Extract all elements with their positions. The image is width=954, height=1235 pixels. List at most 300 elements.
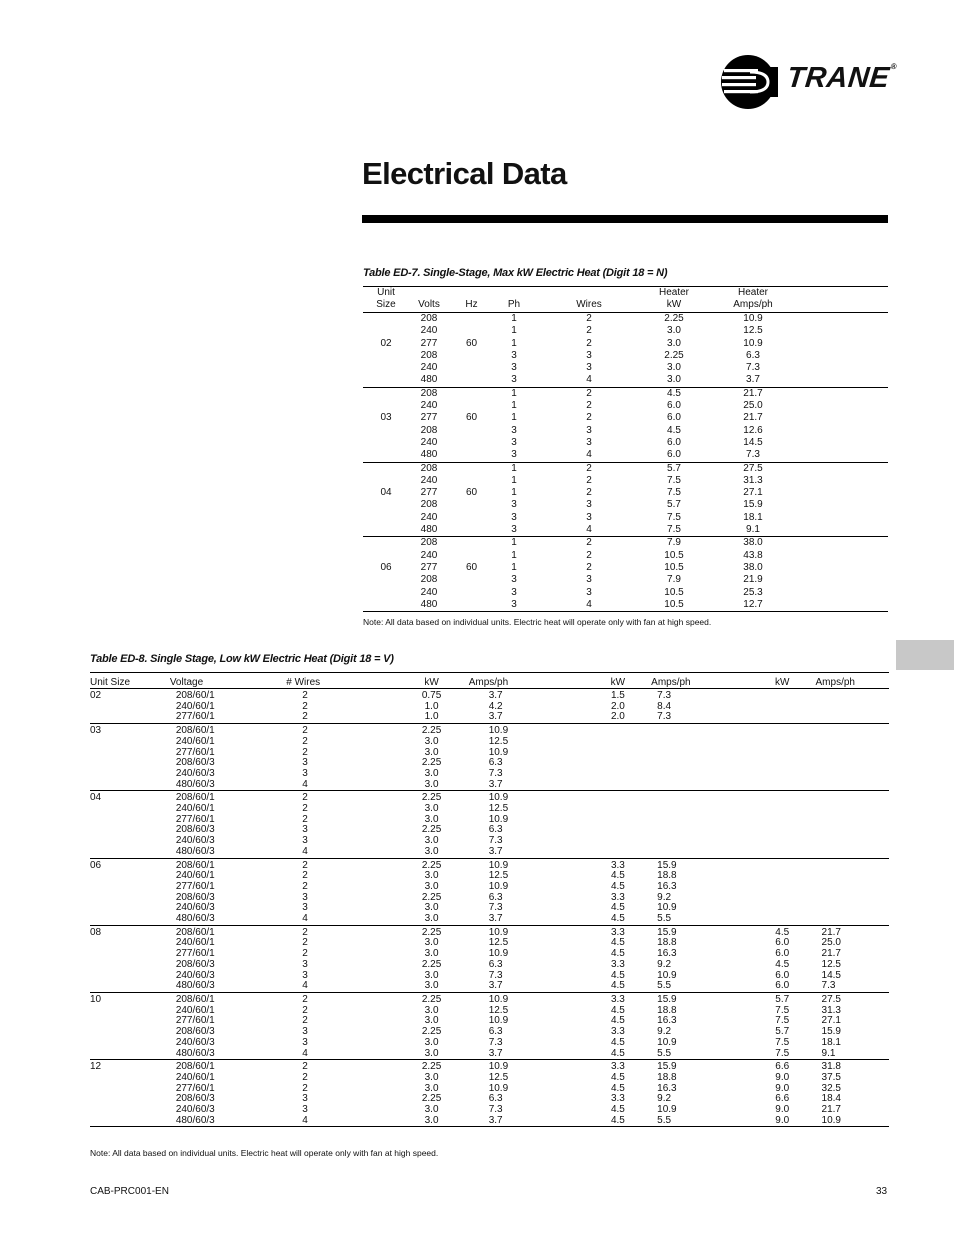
kw-cell: 0.75 xyxy=(421,690,442,701)
hz-cell xyxy=(449,475,494,487)
amps-cell: 14.5 xyxy=(821,969,841,981)
kw-cell: 3.0 xyxy=(424,835,439,847)
wires-cell: 3 xyxy=(302,1093,308,1105)
table-row xyxy=(363,425,888,437)
amps-cell: 5.5 xyxy=(651,1116,749,1127)
table-row xyxy=(363,475,888,487)
amps-cell: 18.8 xyxy=(657,937,677,949)
kw-cell xyxy=(585,804,652,815)
amps-cell: 12.5 xyxy=(488,803,509,815)
voltage-cell: 208/60/3 xyxy=(175,958,215,970)
voltage-cell: 240/60/3 xyxy=(175,835,215,847)
wires-cell: 3 xyxy=(302,757,308,769)
volts-cell: 208 xyxy=(409,387,449,400)
unit-size-cell xyxy=(90,938,170,949)
unit-size-cell xyxy=(90,1006,170,1017)
table-row xyxy=(363,587,888,599)
unit-size-cell xyxy=(90,981,170,992)
wires-cell: 3 xyxy=(302,824,308,836)
kw-cell: 9.0 xyxy=(775,1082,790,1094)
amps-cell: 5.5 xyxy=(651,981,749,992)
hz-cell xyxy=(449,350,494,362)
heater-kw-cell: 7.9 xyxy=(667,574,681,586)
amps-cell xyxy=(816,893,889,904)
heater-amps-cell: 7.3 xyxy=(746,449,760,461)
table-row xyxy=(363,537,888,550)
spacer-cell xyxy=(802,599,888,612)
amps-cell xyxy=(651,737,749,748)
unit-size-cell xyxy=(363,437,409,449)
voltage-cell: 240/60/1 xyxy=(175,735,215,747)
unit-size-cell xyxy=(90,1105,170,1116)
amps-cell: 10.9 xyxy=(488,792,509,804)
amps-cell xyxy=(651,791,749,804)
spacer-cell xyxy=(802,512,888,524)
t7-header-hkw: Heater xyxy=(658,287,689,298)
amps-cell: 37.5 xyxy=(821,1071,841,1083)
spacer-cell xyxy=(802,313,888,326)
spacer-cell xyxy=(802,562,888,574)
brand-wordmark: TRANE® xyxy=(785,62,898,94)
kw-cell: 4.5 xyxy=(610,880,625,892)
wires-cell: 3 xyxy=(586,499,592,511)
volts-cell: 208 xyxy=(420,424,438,436)
t7-header-wires: Wires xyxy=(534,299,644,313)
wires-cell: 4 xyxy=(286,981,394,992)
wires-cell: 2 xyxy=(302,870,308,882)
kw-cell: 3.3 xyxy=(610,958,625,970)
phase-cell: 1 xyxy=(494,387,534,400)
kw-cell: 2.25 xyxy=(421,1061,442,1073)
phase-cell: 1 xyxy=(511,487,517,499)
kw-cell: 3.0 xyxy=(424,880,439,892)
voltage-cell: 480/60/3 xyxy=(170,914,286,925)
kw-cell: 3.0 xyxy=(394,1116,468,1127)
amps-cell: 12.5 xyxy=(488,735,509,747)
t8-header-amps-1: Amps/ph xyxy=(469,673,585,689)
kw-cell: 6.0 xyxy=(775,969,790,981)
amps-cell: 16.3 xyxy=(657,1082,677,1094)
wires-cell: 2 xyxy=(302,792,308,804)
heater-amps-cell: 25.0 xyxy=(743,400,763,412)
heater-amps-cell: 10.9 xyxy=(743,313,763,324)
amps-cell: 6.3 xyxy=(488,958,503,970)
kw-cell: 3.3 xyxy=(610,859,625,871)
trane-circle-icon xyxy=(720,54,778,110)
voltage-cell: 240/60/3 xyxy=(175,1036,215,1048)
table8-note: Note: All data based on individual units. Electric heat will operate only with fan at high speed. xyxy=(90,1148,439,1158)
amps-cell: 7.3 xyxy=(488,969,503,981)
kw-cell xyxy=(749,882,816,893)
kw-cell xyxy=(585,791,652,804)
wires-cell: 3 xyxy=(302,902,308,914)
kw-cell: 6.6 xyxy=(775,1061,790,1073)
amps-cell: 5.5 xyxy=(651,914,749,925)
amps-cell: 3.7 xyxy=(488,690,503,701)
kw-cell xyxy=(749,847,816,858)
phase-cell: 3 xyxy=(511,349,517,361)
phase-cell: 1 xyxy=(511,313,517,324)
amps-cell: 3.7 xyxy=(469,1116,585,1127)
table-row xyxy=(363,437,888,449)
kw-cell: 1.0 xyxy=(394,712,468,723)
heater-amps-cell: 10.9 xyxy=(743,337,763,349)
hz-cell xyxy=(449,524,494,537)
table-row xyxy=(90,1038,889,1049)
amps-cell: 21.7 xyxy=(821,1104,841,1116)
amps-cell: 10.9 xyxy=(488,1015,509,1027)
amps-cell: 12.5 xyxy=(821,958,841,970)
volts-cell: 208 xyxy=(420,349,438,361)
t8-header-kw-1: kW xyxy=(394,673,468,689)
kw-cell: 3.0 xyxy=(424,948,439,960)
phase-cell: 3 xyxy=(511,449,517,461)
wires-cell: 2 xyxy=(586,400,592,412)
heater-kw-cell: 3.0 xyxy=(667,337,681,349)
unit-size-cell xyxy=(363,462,409,475)
heater-kw-cell: 3.0 xyxy=(667,374,681,386)
unit-size-cell xyxy=(90,1038,170,1049)
wires-cell: 2 xyxy=(302,1004,308,1016)
footer-doc-id: CAB-PRC001-EN xyxy=(90,1186,169,1197)
amps-cell xyxy=(816,882,889,893)
unit-size-cell xyxy=(363,400,409,412)
unit-size-cell xyxy=(90,748,170,759)
kw-cell: 2.25 xyxy=(421,1093,442,1105)
volts-cell: 240 xyxy=(420,511,438,523)
amps-cell: 10.9 xyxy=(816,1116,889,1127)
unit-size-cell xyxy=(90,836,170,847)
kw-cell: 4.5 xyxy=(610,1004,625,1016)
phase-cell: 3 xyxy=(511,362,517,374)
kw-cell xyxy=(749,893,816,904)
heater-kw-cell: 6.0 xyxy=(667,436,681,448)
amps-cell: 27.5 xyxy=(821,993,841,1005)
hz-cell: 60 xyxy=(465,337,478,349)
amps-cell xyxy=(651,815,749,826)
wires-cell: 3 xyxy=(586,362,592,374)
phase-cell: 1 xyxy=(511,549,517,561)
amps-cell: 21.7 xyxy=(821,926,841,938)
amps-cell xyxy=(816,847,889,858)
table-row xyxy=(363,574,888,586)
wires-cell: 2 xyxy=(586,337,592,349)
table-row xyxy=(90,1116,889,1127)
phase-cell: 3 xyxy=(511,374,517,386)
volts-cell: 208 xyxy=(420,313,438,324)
volts-cell: 240 xyxy=(420,474,438,486)
wires-cell: 2 xyxy=(302,859,308,871)
wires-cell: 3 xyxy=(302,1026,308,1038)
table-row xyxy=(363,599,888,612)
amps-cell: 6.3 xyxy=(488,757,503,769)
table-row xyxy=(90,914,889,925)
wires-cell: 2 xyxy=(302,813,308,825)
unit-size-cell xyxy=(363,499,409,511)
unit-size-cell xyxy=(90,1094,170,1105)
table8 xyxy=(90,672,889,1127)
volts-cell: 208 xyxy=(409,462,449,475)
kw-cell: 4.5 xyxy=(610,902,625,914)
unit-size-cell xyxy=(90,1084,170,1095)
table-row xyxy=(363,550,888,562)
heater-amps-cell: 15.9 xyxy=(743,499,763,511)
amps-cell: 8.4 xyxy=(657,700,672,712)
kw-cell: 3.3 xyxy=(610,1061,625,1073)
amps-cell: 3.7 xyxy=(469,1049,585,1060)
kw-cell: 3.0 xyxy=(424,813,439,825)
wires-cell: 4 xyxy=(586,374,592,386)
voltage-cell: 277/60/1 xyxy=(175,880,215,892)
volts-cell: 208 xyxy=(420,574,438,586)
amps-cell: 15.9 xyxy=(657,993,677,1005)
kw-cell: 3.0 xyxy=(424,735,439,747)
amps-cell: 12.5 xyxy=(488,870,509,882)
spacer-cell xyxy=(802,524,888,537)
volts-cell: 480 xyxy=(420,524,438,536)
amps-cell xyxy=(816,914,889,925)
kw-cell: 3.0 xyxy=(424,1071,439,1083)
amps-cell: 27.1 xyxy=(821,1015,841,1027)
hz-cell xyxy=(449,313,494,326)
kw-cell: 3.0 xyxy=(394,847,468,858)
kw-cell xyxy=(585,769,652,780)
kw-cell: 9.0 xyxy=(749,1116,816,1127)
wires-cell: 4 xyxy=(586,524,592,536)
kw-cell xyxy=(585,836,652,847)
amps-cell: 3.7 xyxy=(469,914,585,925)
amps-cell: 7.3 xyxy=(816,981,889,992)
table-row xyxy=(363,449,888,462)
wires-cell: 2 xyxy=(586,412,592,424)
t7-header-kw: kW xyxy=(644,299,704,313)
volts-cell: 240 xyxy=(420,436,438,448)
amps-cell xyxy=(816,791,889,804)
heater-amps-cell: 14.5 xyxy=(743,436,763,448)
kw-cell xyxy=(749,858,816,871)
kw-cell xyxy=(585,815,652,826)
amps-cell xyxy=(816,769,889,780)
unit-size-cell xyxy=(90,737,170,748)
unit-size-cell xyxy=(363,374,409,387)
amps-cell: 10.9 xyxy=(657,1036,677,1048)
wires-cell: 2 xyxy=(302,1071,308,1083)
unit-size-cell xyxy=(90,893,170,904)
unit-size-cell xyxy=(363,574,409,586)
kw-cell: 4.5 xyxy=(610,1104,625,1116)
table-row xyxy=(363,387,888,400)
unit-size-cell: 03 xyxy=(90,725,102,737)
kw-cell: 5.7 xyxy=(775,1026,790,1038)
voltage-cell: 208/60/3 xyxy=(175,891,215,903)
amps-cell: 12.5 xyxy=(488,937,509,949)
unit-size-cell: 08 xyxy=(90,926,102,938)
heater-kw-cell: 5.7 xyxy=(644,462,704,475)
amps-cell: 10.9 xyxy=(657,969,677,981)
amps-cell xyxy=(816,737,889,748)
t8-header-voltage: Voltage xyxy=(170,673,286,689)
wires-cell: 3 xyxy=(302,969,308,981)
table-row xyxy=(363,512,888,524)
unit-size-cell xyxy=(363,325,409,337)
kw-cell xyxy=(585,847,652,858)
wires-cell: 3 xyxy=(586,349,592,361)
wires-cell: 2 xyxy=(286,712,394,723)
heater-kw-cell: 4.5 xyxy=(667,424,681,436)
kw-cell: 3.3 xyxy=(610,1026,625,1038)
wires-cell: 3 xyxy=(302,1104,308,1116)
wires-cell: 2 xyxy=(302,700,308,712)
voltage-cell: 208/60/1 xyxy=(175,792,215,804)
spacer-cell xyxy=(802,325,888,337)
kw-cell: 3.0 xyxy=(394,1049,468,1060)
kw-cell: 4.5 xyxy=(585,981,652,992)
t7-header-ampsph: Amps/ph xyxy=(704,299,802,313)
phase-cell: 3 xyxy=(511,424,517,436)
heater-kw-cell: 5.7 xyxy=(667,499,681,511)
phase-cell: 1 xyxy=(511,400,517,412)
heater-kw-cell: 6.0 xyxy=(667,400,681,412)
volts-cell: 240 xyxy=(420,549,438,561)
amps-cell xyxy=(816,815,889,826)
table-row xyxy=(90,960,889,971)
amps-cell: 10.9 xyxy=(488,926,509,938)
wires-cell: 2 xyxy=(302,746,308,758)
hz-cell xyxy=(449,599,494,612)
amps-cell: 31.3 xyxy=(821,1004,841,1016)
kw-cell: 3.0 xyxy=(394,780,468,791)
spacer-cell xyxy=(802,449,888,462)
wires-cell: 2 xyxy=(302,926,308,938)
amps-cell xyxy=(816,748,889,759)
amps-cell: 18.1 xyxy=(821,1036,841,1048)
spacer-cell xyxy=(802,487,888,499)
kw-cell: 6.0 xyxy=(775,948,790,960)
voltage-cell: 277/60/1 xyxy=(175,746,215,758)
phase-cell: 1 xyxy=(511,325,517,337)
unit-size-cell: 03 xyxy=(380,412,392,424)
kw-cell xyxy=(749,758,816,769)
hz-cell xyxy=(449,325,494,337)
wires-cell: 3 xyxy=(302,891,308,903)
heater-kw-cell: 10.5 xyxy=(664,549,684,561)
amps-cell: 3.7 xyxy=(469,780,585,791)
hz-cell xyxy=(449,512,494,524)
voltage-cell: 208/60/3 xyxy=(175,1093,215,1105)
amps-cell: 10.9 xyxy=(657,1104,677,1116)
t8-header-amps-2: Amps/ph xyxy=(651,673,749,689)
volts-cell: 208 xyxy=(409,537,449,550)
kw-cell: 3.0 xyxy=(424,1082,439,1094)
wires-cell: 2 xyxy=(534,387,644,400)
wires-cell: 2 xyxy=(586,474,592,486)
kw-cell: 2.0 xyxy=(585,712,652,723)
kw-cell: 4.5 xyxy=(775,926,790,938)
t7-header-amps: Heater xyxy=(737,287,768,298)
amps-cell: 7.3 xyxy=(488,767,503,779)
kw-cell xyxy=(749,903,816,914)
kw-cell: 3.3 xyxy=(610,1093,625,1105)
unit-size-cell xyxy=(90,1016,170,1027)
unit-size-cell xyxy=(90,1116,170,1127)
title-rule xyxy=(362,215,888,223)
amps-cell xyxy=(651,724,749,737)
voltage-cell: 240/60/3 xyxy=(175,902,215,914)
kw-cell: 3.0 xyxy=(424,1015,439,1027)
unit-size-cell xyxy=(363,387,409,400)
amps-cell xyxy=(651,748,749,759)
unit-size-cell xyxy=(90,1049,170,1060)
kw-cell: 3.0 xyxy=(394,914,468,925)
unit-size-cell xyxy=(90,712,170,723)
heater-kw-cell: 6.0 xyxy=(667,449,681,461)
amps-cell: 16.3 xyxy=(657,948,677,960)
kw-cell xyxy=(585,780,652,791)
amps-cell: 7.3 xyxy=(488,1104,503,1116)
amps-cell: 7.3 xyxy=(657,690,672,701)
wires-cell: 4 xyxy=(286,914,394,925)
kw-cell xyxy=(749,702,816,713)
kw-cell xyxy=(585,825,652,836)
wires-cell: 4 xyxy=(586,449,592,461)
unit-size-cell: 12 xyxy=(90,1061,102,1073)
kw-cell: 3.0 xyxy=(424,767,439,779)
t8-header-amps-3: Amps/ph xyxy=(816,673,889,689)
kw-cell: 6.6 xyxy=(775,1093,790,1105)
kw-cell: 2.25 xyxy=(421,792,442,804)
unit-size-cell xyxy=(90,871,170,882)
amps-cell: 7.3 xyxy=(488,1036,503,1048)
heater-amps-cell: 38.0 xyxy=(704,537,802,550)
unit-size-cell xyxy=(90,949,170,960)
kw-cell: 7.5 xyxy=(749,1049,816,1060)
kw-cell: 3.0 xyxy=(424,937,439,949)
voltage-cell: 240/60/1 xyxy=(175,803,215,815)
amps-cell xyxy=(651,780,749,791)
t8-header-kw-2: kW xyxy=(585,673,652,689)
table-row xyxy=(363,462,888,475)
heater-kw-cell: 2.25 xyxy=(664,349,684,361)
spacer-cell xyxy=(802,387,888,400)
kw-cell: 1.0 xyxy=(424,700,439,712)
amps-cell: 3.7 xyxy=(469,847,585,858)
amps-cell: 10.9 xyxy=(488,1082,509,1094)
t8-header-unit-size: Unit Size xyxy=(90,673,170,689)
kw-cell: 4.5 xyxy=(610,937,625,949)
amps-cell: 18.8 xyxy=(657,1004,677,1016)
wires-cell: 4 xyxy=(286,1049,394,1060)
voltage-cell: 240/60/1 xyxy=(175,700,215,712)
amps-cell xyxy=(651,847,749,858)
amps-cell: 3.7 xyxy=(469,981,585,992)
amps-cell xyxy=(816,903,889,914)
voltage-cell: 480/60/3 xyxy=(170,1049,286,1060)
amps-cell xyxy=(816,758,889,769)
kw-cell: 3.0 xyxy=(424,746,439,758)
amps-cell xyxy=(651,804,749,815)
amps-cell: 31.8 xyxy=(821,1061,841,1073)
kw-cell: 9.0 xyxy=(775,1071,790,1083)
amps-cell: 16.3 xyxy=(657,880,677,892)
table-row xyxy=(90,1049,889,1060)
voltage-cell: 480/60/3 xyxy=(170,1116,286,1127)
kw-cell xyxy=(749,780,816,791)
kw-cell: 6.0 xyxy=(749,981,816,992)
kw-cell: 9.0 xyxy=(775,1104,790,1116)
kw-cell xyxy=(749,689,816,702)
table-row xyxy=(363,313,888,326)
t8-header-wires: # Wires xyxy=(286,673,394,689)
